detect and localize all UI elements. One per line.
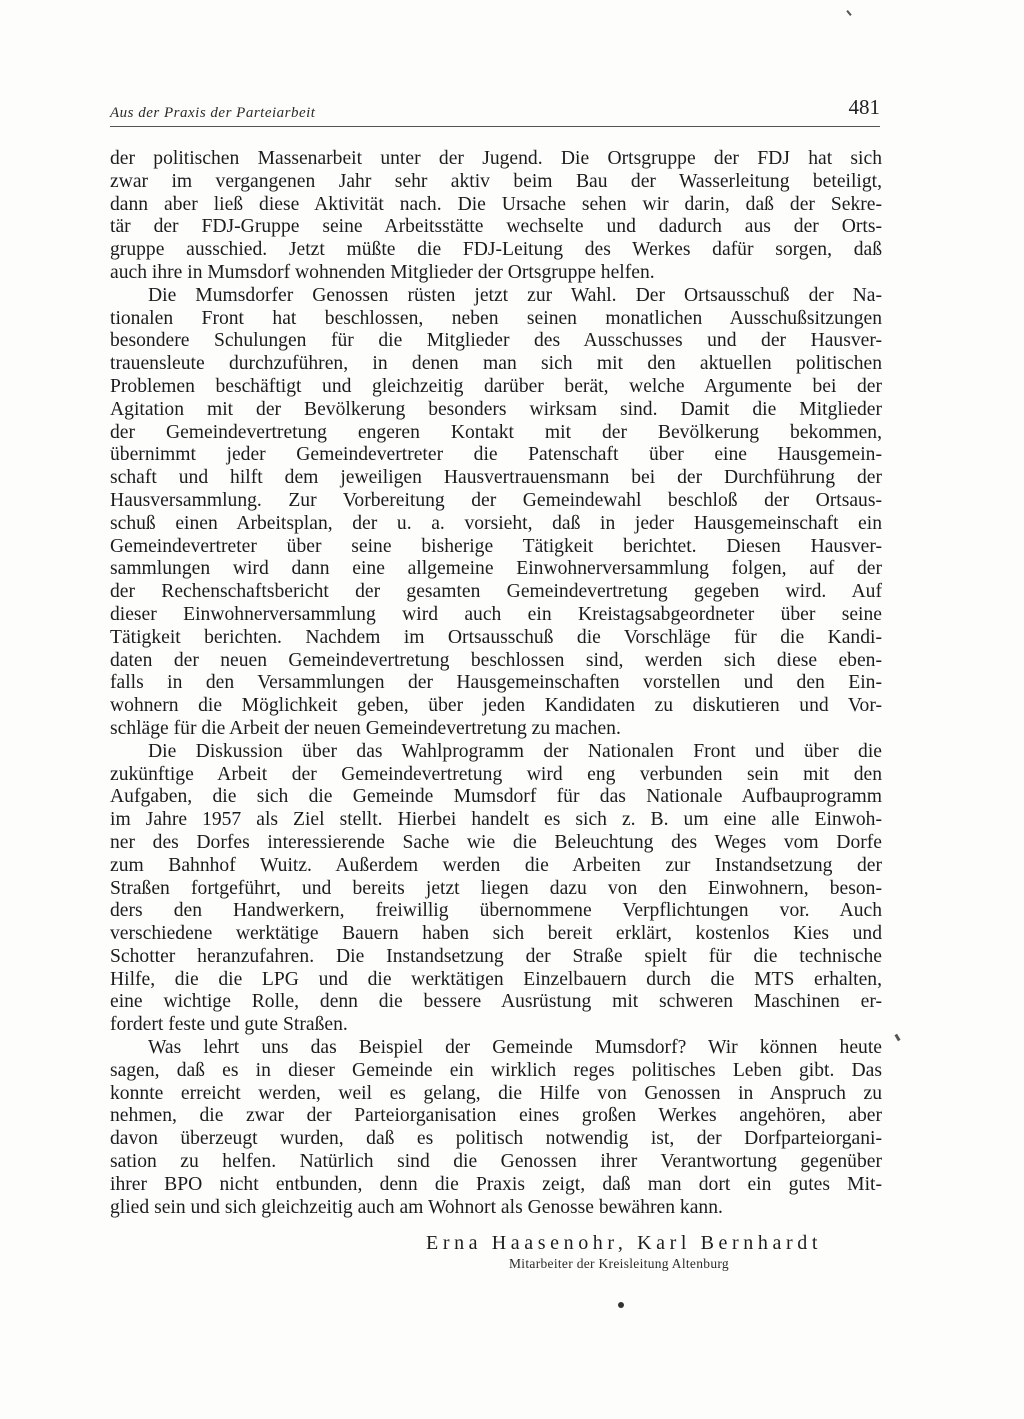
header-rule	[110, 126, 880, 127]
text-line: Problemen beschäftigt und gleichzeitig darüber berät, welche Argumente bei der	[110, 375, 882, 397]
text-line: Tätigkeit berichten. Nachdem im Ortsausschuß die Vorschläge für die Kandi-	[110, 626, 882, 648]
text-line: Straßen fortgeführt, und bereits jetzt liegen dazu von den Einwohnern, beson-	[110, 877, 882, 899]
text-line: übernimmt jeder Gemeindevertreter die Patenschaft über eine Hausgemein-	[110, 444, 882, 466]
text-line: Die Diskussion über das Wahlprogramm der Nationalen Front und über die	[148, 740, 882, 762]
text-line: konnte erreicht werden, weil es gelang, die Hilfe von Genossen in Anspruch zu	[110, 1082, 882, 1104]
text-line: dann aber ließ diese Aktivität nach. Die Ursache sehen wir darin, daß der Sekre-	[110, 193, 882, 215]
text-line: zum Bahnhof Wuitz. Außerdem werden die Arbeiten zur Instandsetzung der	[110, 854, 882, 876]
text-line: auch ihre in Mumsdorf wohnenden Mitglieder der Ortsgruppe helfen.	[110, 261, 655, 283]
paragraph	[110, 741, 882, 1037]
text-line: tionalen Front hat beschlossen, neben seinen monatlichen Ausschußsitzungen	[110, 307, 882, 329]
text-line: der Rechenschaftsbericht der gesamten Gemeindevertretung gegeben wird. Auf	[110, 581, 882, 603]
paragraph	[110, 285, 882, 741]
text-line: Agitation mit der Bevölkerung besonders wirksam sind. Damit die Mitglieder	[110, 398, 882, 420]
text-line: Hausversammlung. Zur Vorbereitung der Gemeindewahl beschloß der Ortsaus-	[110, 489, 882, 511]
scan-speck	[894, 1034, 900, 1042]
text-line: zwar im vergangenen Jahr sehr aktiv beim Bau der Wasserleitung beteiligt,	[110, 170, 882, 192]
text-line: tär der FDJ-Gruppe seine Arbeitsstätte wechselte und dadurch aus der Orts-	[110, 216, 882, 238]
text-line: Schotter heranzufahren. Die Instandsetzung der Straße spielt für die technische	[110, 945, 882, 967]
text-line: schuß einen Arbeitsplan, der u. a. vorsieht, daß in jeder Hausgemeinschaft ein	[110, 512, 882, 534]
author-signature: Erna Haasenohr, Karl Bernhardt	[426, 1232, 822, 1254]
text-line: verschiedene werktätige Bauern haben sich bereit erklärt, kostenlos Kies und	[110, 923, 882, 945]
text-line: eine wichtige Rolle, denn die bessere Ausrüstung mit schweren Maschinen er-	[110, 991, 882, 1013]
text-line: der politischen Massenarbeit unter der Jugend. Die Ortsgruppe der FDJ hat sich	[110, 148, 882, 169]
text-line: zukünftige Arbeit der Gemeindevertretung wird eng verbunden sein mit den	[110, 763, 882, 785]
text-line: dieser Einwohnerversammlung wird auch ein Kreistagsabgeordneter über seine	[110, 603, 882, 625]
text-line: der Gemeindevertretung engeren Kontakt mit der Bevölkerung bekommen,	[110, 421, 882, 443]
text-line: glied sein und sich gleichzeitig auch am Wohnort als Genosse bewähren kann.	[110, 1196, 723, 1218]
text-line: Die Mumsdorfer Genossen rüsten jetzt zur Wahl. Der Ortsausschuß der Na-	[148, 284, 882, 306]
text-line: sammlungen wird dann eine allgemeine Einwohnerversammlung folgen, auf der	[110, 558, 882, 580]
text-line: besondere Schulungen für die Mitglieder des Ausschusses und der Hausver-	[110, 330, 882, 352]
scan-speck	[846, 10, 851, 16]
text-line: schläge für die Arbeit der neuen Gemeindevertretung zu machen.	[110, 717, 621, 739]
text-line: falls in den Versammlungen der Hausgemeinschaften vorstellen und den Ein-	[110, 672, 882, 694]
author-affiliation: Mitarbeiter der Kreisleitung Altenburg	[509, 1256, 729, 1271]
text-line: Hilfe, die die LPG und die werktätigen Einzelbauern durch die MTS erhalten,	[110, 968, 882, 990]
print-dot-mark	[618, 1302, 624, 1308]
text-line: daten der neuen Gemeindevertretung beschlossen sind, werden sich diese eben-	[110, 649, 882, 671]
text-line: sagen, daß es in dieser Gemeinde ein wirklich reges politisches Leben gibt. Das	[110, 1059, 882, 1081]
running-title: Aus der Praxis der Parteiarbeit	[110, 105, 316, 121]
text-line: sation zu helfen. Natürlich sind die Genossen ihrer Verantwortung gegenüber	[110, 1151, 882, 1173]
text-line: im Jahre 1957 als Ziel stellt. Hierbei handelt es sich z. B. um eine alle Einwoh-	[110, 809, 882, 831]
article-body	[110, 148, 882, 1219]
paragraph	[110, 1037, 882, 1219]
text-line: nehmen, die zwar der Parteiorganisation eines großen Werkes angehören, aber	[110, 1105, 882, 1127]
text-line: ihrer BPO nicht entbunden, denn die Praxis zeigt, daß man dort ein gutes Mit-	[110, 1173, 882, 1195]
text-line: Gemeindevertreter über seine bisherige Tätigkeit berichtet. Diesen Hausver-	[110, 535, 882, 557]
text-line: davon überzeugt wurden, daß es politisch notwendig ist, der Dorfparteiorgani-	[110, 1128, 882, 1150]
text-line: fordert feste und gute Straßen.	[110, 1014, 348, 1036]
page-number: 481	[848, 95, 880, 119]
text-line: gruppe ausschied. Jetzt müßte die FDJ-Leitung des Werkes dafür sorgen, daß	[110, 239, 882, 261]
text-line: trauensleute durchzuführen, in denen man sich mit den aktuellen politischen	[110, 353, 882, 375]
text-line: Was lehrt uns das Beispiel der Gemeinde Mumsdorf? Wir können heute	[148, 1037, 882, 1059]
text-line: schaft und hilft dem jeweiligen Hausvertrauensmann bei der Durchführung der	[110, 467, 882, 489]
text-line: ner des Dorfes interessierende Sache wie die Beleuchtung des Weges vom Dorfe	[110, 831, 882, 853]
text-line: Aufgaben, die sich die Gemeinde Mumsdorf für das Nationale Aufbauprogramm	[110, 786, 882, 808]
text-line: wohnern die Möglichkeit geben, über jeden Kandidaten zu diskutieren und Vor-	[110, 695, 882, 717]
text-line: ders den Handwerkern, freiwillig übernommene Verpflichtungen vor. Auch	[110, 900, 882, 922]
page-header	[110, 95, 880, 129]
paragraph	[110, 148, 882, 285]
